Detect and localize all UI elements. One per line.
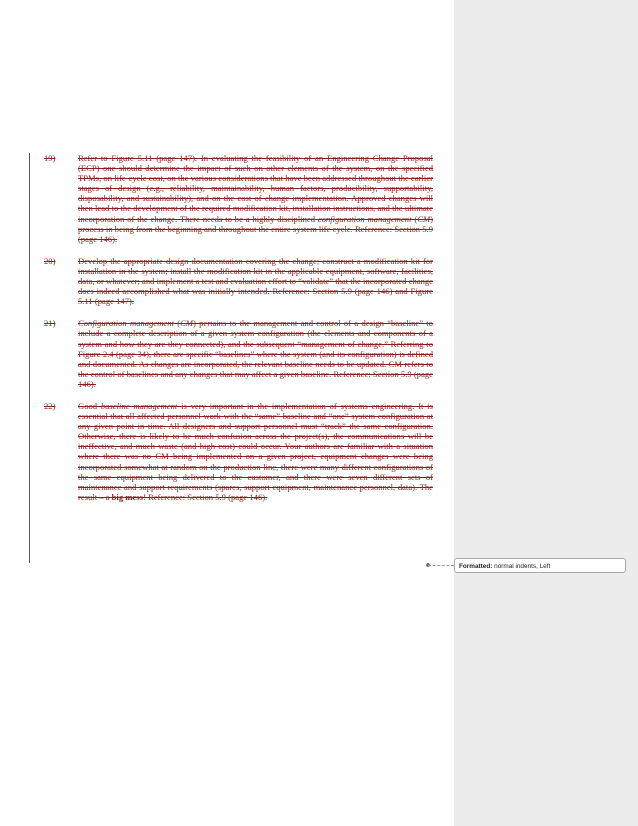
list-item[interactable] bbox=[44, 401, 433, 502]
change-bar bbox=[29, 153, 30, 563]
text-run: Refer to Figure 5.11 (page 147). In evaluating the feasibility of an Engineering Change Proposal (ECP) one should determine the impact of such on other elements of the system, on the specified TPMs, on life-cycle cost, on the various considerations that have been addressed throughout the earlier stages of design (e.g., reliability, maintainability, human factors, producibility, supportability, disposability, and sustainability), and on the cost of change implementation. Approved changes will then lead to the development of the required modification kit, installation instructions, and the ultimate incorporation of the change. There needs to be a highly-disciplined bbox=[78, 153, 433, 224]
deleted-paragraph bbox=[78, 153, 433, 244]
text-run: Develop the appropriate design documentation covering the change; construct a modification kit for installation in the system; install the modification kit in the applicable equipment, software, facilities, data, or whatever; and implement a test and evaluation effort to “validate” that the incorporated change does indeed accomplished what was initially intended. Reference: Section 5.9 (page 146) and Figure 5.11 (page 147). bbox=[78, 255, 433, 307]
text-run: baseline management bbox=[100, 400, 178, 411]
list-item[interactable] bbox=[44, 256, 433, 306]
balloon-label: Formatted: bbox=[459, 563, 493, 570]
text-run: ) process in being from the beginning and throughout the entire system life cycle. Reference: Section 5.9 (page 146). bbox=[78, 213, 433, 244]
markup-pane bbox=[454, 0, 638, 826]
list-item[interactable] bbox=[44, 153, 433, 244]
text-run: big mess bbox=[111, 491, 143, 502]
deleted-paragraph bbox=[78, 401, 433, 502]
text-run: CM bbox=[180, 318, 193, 329]
list-number: 19) bbox=[44, 153, 56, 163]
list-number: 20) bbox=[44, 255, 56, 266]
text-run: ( bbox=[411, 213, 418, 224]
text-run: is very important in the implementation of systems engineering. It is essential that all affected personnel work with the “same” baseline and “one” system configuration at any given point in time. All designers and support personnel must “track” the bbox=[78, 400, 433, 432]
text-run: ! Reference: Section 5.9 (page 146). bbox=[142, 491, 268, 502]
document-body[interactable] bbox=[44, 153, 433, 514]
text-run: ) pertains to the management and control of a design “baseline” to include a complete description of a given system configuration (the elements and components of a system and how they are they connected), and the subsequent “management of change.” Referring to Figure 2.4 (page 34), there are specific “baselines” where the system (and its configuration) is defined and documented. As changes are incorporated, the relevant baseline needs to be updated. CM refers to the control of baselines and any changes that may affect a given baseline. Reference: Section 5.9 (page 146). bbox=[78, 318, 433, 389]
text-run: same bbox=[363, 421, 382, 432]
text-run: CM bbox=[417, 213, 431, 224]
deleted-paragraph bbox=[78, 256, 433, 306]
list-number: 21) bbox=[44, 318, 56, 329]
text-run: Configuration management bbox=[78, 318, 174, 329]
text-run: ( bbox=[173, 318, 181, 329]
text-run: Good bbox=[78, 400, 101, 411]
text-run: configuration. Otherwise, there is likely to be much confusion across the project(s), the communications will be ineffective, and much waste (and high cost) could occur. Your authors are familiar with a situation where there was no CM being implemented on a given project, equipment changes were being incorporated somewhat at random on the production line, there were many different configurations of the same equipment being delivered to the customer, and there were seven different sets of maintenance and support requirements (spares, support equipment, maintenance personnel, data). The result – a bbox=[78, 421, 433, 502]
deleted-paragraph bbox=[78, 318, 433, 389]
formatting-balloon[interactable] bbox=[454, 558, 626, 573]
balloon-text: normal indents, Left bbox=[492, 563, 551, 570]
list-number: 22) bbox=[44, 400, 56, 411]
text-run: configuration management bbox=[317, 213, 412, 224]
comment-connector-line bbox=[428, 565, 454, 566]
list-item[interactable] bbox=[44, 318, 433, 389]
